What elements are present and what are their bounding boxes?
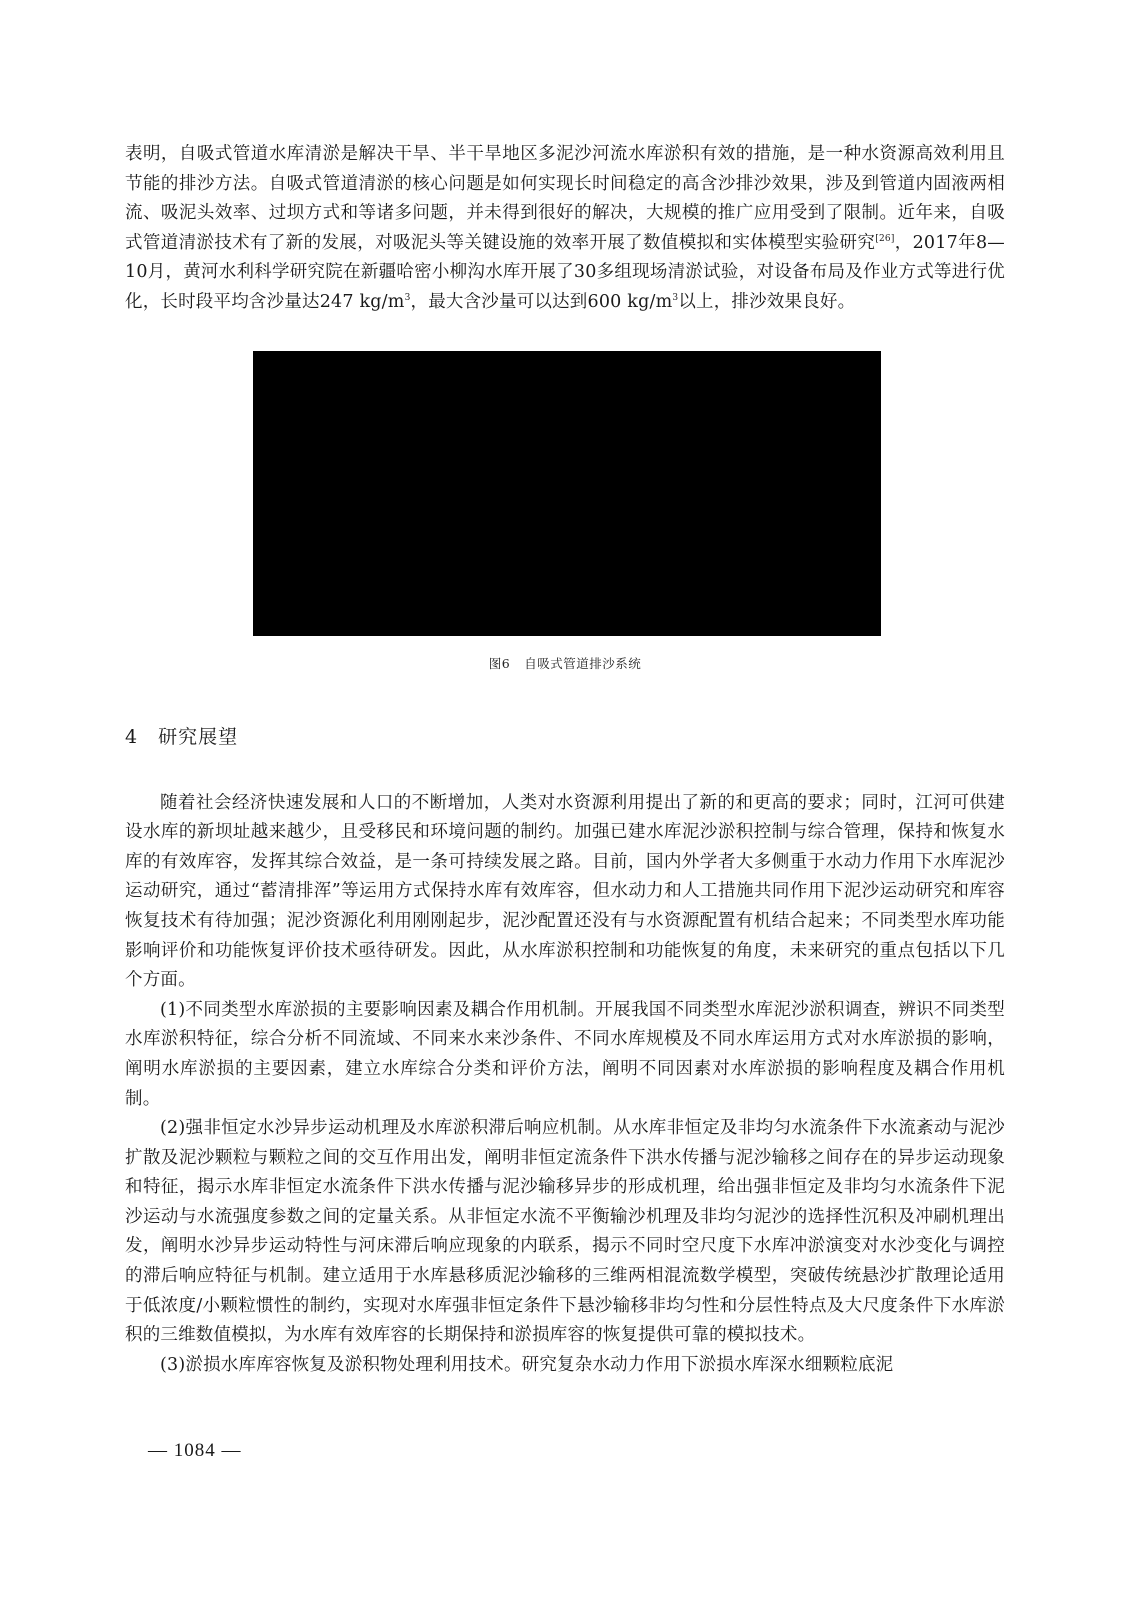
intro-text-2: ，2017年8—10月，黄河水利科学研究院在新疆哈密小柳沟水库开展了30多组现场清淤试验，对设备布局及作业方式等进行优化，长时段平均含沙量达247 kg/m — [125, 232, 1005, 312]
section-heading — [125, 722, 1005, 749]
body-paragraph: (2)强非恒定水沙异步运动机理及水库淤积滞后响应机制。从水库非恒定及非均匀水流条件下水流紊动与泥沙扩散及泥沙颗粒与颗粒之间的交互作用出发，阐明非恒定流条件下洪水传播与泥沙输移之间存在的异步运动现象和特征，揭示水库非恒定水流条件下洪水传播与泥沙输移异步的形成机理，给出强非恒定及非均匀水流条件下泥沙运动与水流强度参数之间的定量关系。从非恒定水流不平衡输沙机理及非均匀泥沙的选择性沉积及冲刷机理出发，阐明水沙异步运动特性与河床滞后响应现象的内联系，揭示不同时空尺度下水库冲淤演变对水沙变化与调控的滞后响应特征与机制。建立适用于水库悬移质泥沙输移的三维两相混流数学模型，突破传统悬沙扩散理论适用于低浓度/小颗粒惯性的制约，实现对水库强非恒定条件下悬沙输移非均匀性和分层性特点及大尺度条件下水库淤积的三维数值模拟，为水库有效库容的长期保持和淤损库容的恢复提供可靠的模拟技术。 — [125, 1118, 1005, 1346]
figure-title: 自吸式管道排沙系统 — [524, 655, 642, 671]
body-paragraph: 随着社会经济快速发展和人口的不断增加，人类对水资源利用提出了新的和更高的要求；同时，江河可供建设水库的新坝址越来越少，且受移民和环境问题的制约。加强已建水库泥沙淤积控制与综合管理，保持和恢复水库的有效库容，发挥其综合效益，是一条可持续发展之路。目前，国内外学者大多侧重于水动力作用下水库泥沙运动研究，通过“蓄清排浑”等运用方式保持水库有效库容，但水动力和人工措施共同作用下泥沙运动研究和库容恢复技术有待加强；泥沙资源化利用刚刚起步，泥沙配置还没有与水资源配置有机结合起来；不同类型水库功能影响评价和功能恢复评价技术亟待研发。因此，从水库淤积控制和功能恢复的角度，未来研究的重点包括以下几个方面。 — [125, 792, 1005, 991]
body-paragraph: (1)不同类型水库淤损的主要影响因素及耦合作用机制。开展我国不同类型水库泥沙淤积调查，辨识不同类型水库淤积特征，综合分析不同流域、不同来水来沙条件、不同水库规模及不同水库运用方式对水库淤损的影响，阐明水库淤损的主要因素，建立水库综合分类和评价方法，阐明不同因素对水库淤损的影响程度及耦合作用机制。 — [125, 999, 1005, 1109]
citation-ref: [26] — [875, 233, 895, 244]
intro-paragraph — [125, 140, 1005, 318]
section-title: 研究展望 — [158, 725, 239, 748]
page-body — [125, 140, 1005, 1380]
intro-text-3: ，最大含沙量可以达到600 kg/m — [410, 291, 673, 312]
section-number: 4 — [125, 725, 139, 748]
figure-number: 图6 — [488, 655, 511, 671]
body-paragraph: (3)淤损水库库容恢复及淤积物处理利用技术。研究复杂水动力作用下淤损水库深水细颗粒底泥 — [160, 1354, 894, 1375]
figure-image — [253, 351, 881, 636]
unit-superscript: 3 — [404, 293, 411, 304]
intro-text-4: 以上，排沙效果良好。 — [678, 291, 856, 312]
figure-caption — [125, 654, 1005, 672]
page-number: — 1084 — — [148, 1440, 242, 1461]
intro-text-1: 表明，自吸式管道水库清淤是解决干旱、半干旱地区多泥沙河流水库淤积有效的措施，是一种水资源高效利用且节能的排沙方法。自吸式管道清淤的核心问题是如何实现长时间稳定的高含沙排沙效果，涉及到管道内固液两相流、吸泥头效率、过坝方式和等诸多问题，并未得到很好的解决，大规模的推广应用受到了限制。近年来，自吸式管道清淤技术有了新的发展，对吸泥头等关键设施的效率开展了数值模拟和实体模型实验研究 — [125, 144, 1005, 253]
unit-superscript: 3 — [672, 293, 679, 304]
